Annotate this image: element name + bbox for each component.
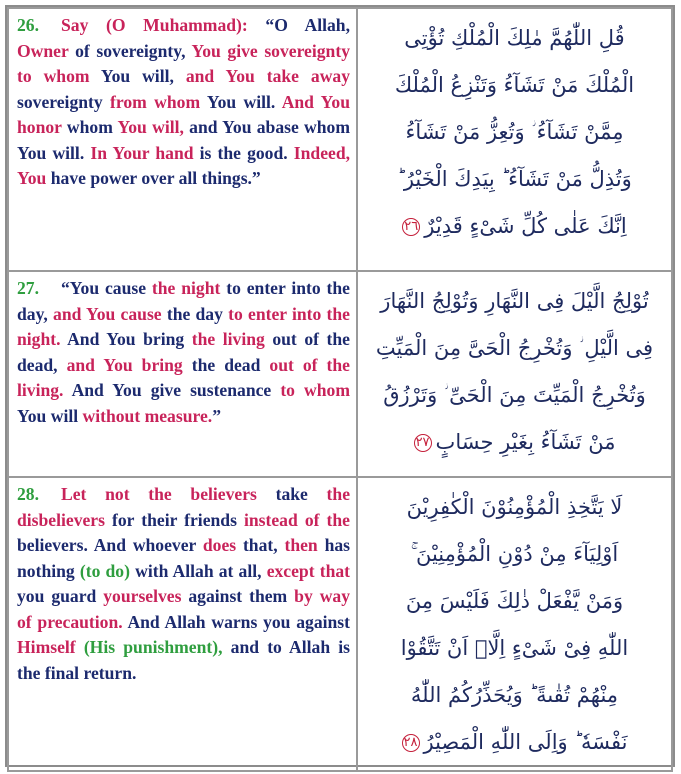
- verse-number: 26.: [17, 15, 39, 35]
- english-text-segment: You will: [17, 405, 83, 426]
- english-text-segment: Himself: [17, 637, 76, 657]
- english-text-segment: the dead: [182, 354, 270, 375]
- arabic-line: الْمُلْكَ مَنْ تَشَآءُ وَتَنْزِعُ الْمُلْكَ: [394, 73, 635, 97]
- verse-row-28: [8, 477, 672, 771]
- arabic-line: فِی الَّیْلِ ؗ وَتُخْرِجُ الْحَیَّ مِنَ الْمَیِّتِ: [375, 336, 654, 360]
- english-text-segment: for their friends: [104, 509, 244, 530]
- english-text-segment: out of the living.: [17, 354, 350, 400]
- english-text-segment: is the good.: [193, 142, 294, 163]
- verse-table-frame: [5, 5, 675, 767]
- english-text-segment: except that: [266, 560, 351, 581]
- english-text-segment: You give sovereignty to whom: [17, 40, 350, 86]
- english-text-segment: the living: [191, 329, 265, 349]
- english-text-segment: And You bring: [60, 329, 192, 349]
- english-text-segment: does: [202, 535, 237, 555]
- english-text-segment: “O Allah,: [247, 15, 350, 35]
- english-text-segment: to whom: [280, 380, 350, 400]
- english-text-segment: then: [284, 535, 318, 555]
- english-text-segment: without measure.: [82, 405, 213, 426]
- english-text-segment: You will,: [117, 117, 184, 137]
- english-text-segment: (to do): [79, 560, 130, 581]
- english-text-segment: out of the dead,: [17, 329, 350, 375]
- english-text-segment: and to Allah is the final return.: [17, 637, 350, 683]
- arabic-cell: [357, 271, 672, 477]
- english-text-segment: of sovereignty,: [68, 40, 192, 61]
- arabic-line: مِنْهُمْ تُقٰىةً ؕ وَیُحَذِّرُكُمُ اللّٰهُ: [410, 683, 619, 707]
- english-text-segment: to enter into the day,: [17, 278, 350, 324]
- english-text-segment: instead of the: [243, 509, 350, 530]
- arabic-line: اللّٰهِ فِیْ شَیْءٍ اِلَّاۤ اَنْ تَتَّقُوْا: [400, 636, 629, 660]
- arabic-line: وَمَنْ یَّفْعَلْ ذٰلِكَ فَلَیْسَ مِنَ: [405, 589, 624, 613]
- english-text-segment: and You cause: [53, 303, 162, 324]
- english-text-segment: and You bring: [66, 354, 183, 375]
- english-text-segment: the day: [161, 303, 229, 324]
- english-text-segment: from whom: [110, 91, 201, 112]
- english-text-segment: have power over all things.”: [46, 168, 261, 188]
- english-cell: [8, 8, 357, 271]
- english-text-segment: And You honor: [17, 91, 350, 137]
- english-text-segment: by way of precaution.: [17, 586, 351, 632]
- english-cell: [8, 271, 357, 477]
- arabic-line: وَتُذِلُّ مَنْ تَشَآءُ ؕ بِیَدِكَ الْخَیْرُ ؕ: [397, 167, 632, 191]
- english-cell: [8, 477, 357, 771]
- english-text-segment: Say (O Muhammad):: [61, 15, 248, 35]
- english-text-segment: the night: [151, 278, 221, 298]
- english-text-segment: has nothing: [17, 535, 350, 581]
- english-text-segment: yourselves: [103, 586, 182, 606]
- english-text-segment: You will,: [89, 66, 186, 86]
- verse-number: 28.: [17, 484, 39, 504]
- verse-table: [7, 7, 673, 772]
- english-text-segment: Let not the believers: [61, 484, 257, 504]
- english-text-segment: “You cause: [61, 278, 152, 298]
- arabic-cell: [357, 477, 672, 771]
- verse-row-26: [8, 8, 672, 271]
- english-text-segment: you guard: [17, 586, 104, 606]
- english-text-segment: ”: [212, 405, 221, 426]
- english-text-segment: sovereignty: [17, 91, 111, 112]
- english-text-segment: and You take away: [185, 66, 351, 86]
- english-text-segment: with Allah at all,: [129, 560, 267, 581]
- english-text-segment: (His punishment),: [83, 637, 223, 657]
- english-text-segment: In Your hand: [90, 142, 194, 163]
- english-text-segment: and You abase whom You will.: [17, 117, 351, 163]
- english-text-segment: that,: [236, 535, 285, 555]
- arabic-line: لَا یَتَّخِذِ الْمُؤْمِنُوْنَ الْكٰفِرِیْنَ: [406, 495, 623, 519]
- arabic-line: نَفْسَهٗ ؕ وَاِلَی اللّٰهِ الْمَصِیْرُ٢٨: [370, 719, 659, 766]
- verse-number: 27.: [17, 278, 39, 298]
- ayah-end-marker: ٢٨: [402, 734, 420, 752]
- arabic-line: تُوْلِجُ الَّیْلَ فِی النَّهَارِ وَتُوْلِجُ النَّهَارَ: [380, 289, 649, 313]
- verse-row-27: [8, 271, 672, 477]
- arabic-line: مَنْ تَشَآءُ بِغَیْرِ حِسَابٍ٢٧: [370, 419, 659, 466]
- arabic-line: وَتُخْرِجُ الْمَیِّتَ مِنَ الْحَیِّ ؗ وَتَرْزُقُ: [383, 383, 646, 407]
- arabic-line: اَوْلِیَآءَ مِنْ دُوْنِ الْمُؤْمِنِیْنَ ۚ: [410, 542, 619, 566]
- english-text-segment: [76, 637, 84, 657]
- english-text-segment: Owner: [17, 40, 69, 61]
- english-text-segment: take: [256, 484, 327, 504]
- english-text-segment: to enter into the night.: [17, 303, 350, 349]
- arabic-line: اِنَّكَ عَلٰی كُلِّ شَیْءٍ قَدِیْرٌ٢٦: [370, 203, 659, 250]
- english-text-segment: And You give sustenance: [63, 380, 281, 400]
- english-text-segment: against them: [181, 586, 295, 606]
- ayah-end-marker: ٢٧: [414, 434, 432, 452]
- arabic-cell: [357, 8, 672, 271]
- ayah-end-marker: ٢٦: [402, 218, 420, 236]
- english-text-segment: You will.: [200, 91, 282, 112]
- english-text-segment: whom: [61, 117, 118, 137]
- english-text-segment: the disbelievers: [17, 484, 350, 530]
- arabic-line: مِمَّنْ تَشَآءُ ؗ وَتُعِزُّ مَنْ تَشَآءُ: [405, 120, 624, 144]
- english-text-segment: Indeed, You: [17, 142, 350, 188]
- english-text-segment: believers. And whoever: [17, 535, 203, 555]
- english-text-segment: And Allah warns you against: [122, 611, 350, 632]
- arabic-line: قُلِ اللّٰهُمَّ مٰلِكَ الْمُلْكِ تُؤْتِی: [404, 26, 625, 50]
